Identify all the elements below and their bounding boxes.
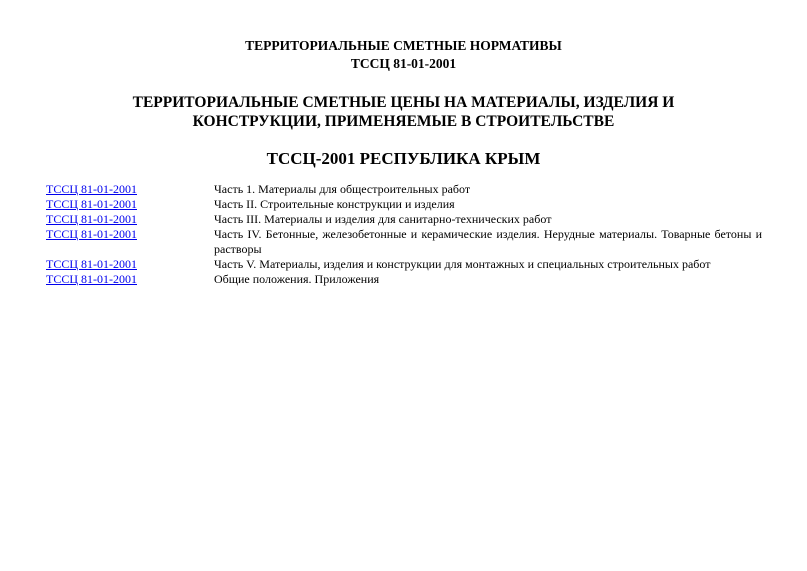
region-title: ТССЦ-2001 РЕСПУБЛИКА КРЫМ	[266, 149, 541, 168]
list-item	[46, 272, 762, 287]
list-item	[46, 257, 762, 272]
document-link[interactable]: ТССЦ 81-01-2001	[46, 257, 137, 271]
list-item	[46, 182, 762, 197]
document-title	[0, 93, 807, 131]
document-list	[46, 182, 762, 287]
document-link[interactable]: ТССЦ 81-01-2001	[46, 227, 137, 241]
document-description: Часть IV. Бетонные, железобетонные и керамические изделия. Нерудные материалы. Товарные бетоны и растворы	[214, 227, 762, 256]
document-link[interactable]: ТССЦ 81-01-2001	[46, 197, 137, 211]
document-link[interactable]: ТССЦ 81-01-2001	[46, 182, 137, 196]
document-description: Часть III. Материалы и изделия для санитарно-технических работ	[214, 212, 552, 226]
document-description: Часть II. Строительные конструкции и изделия	[214, 197, 455, 211]
list-item	[46, 212, 762, 227]
document-title-line-1: ТЕРРИТОРИАЛЬНЫЕ СМЕТНЫЕ ЦЕНЫ НА МАТЕРИАЛЫ, ИЗДЕЛИЯ И	[132, 94, 675, 111]
header-line-standards: ТЕРРИТОРИАЛЬНЫЕ СМЕТНЫЕ НОРМАТИВЫ	[245, 38, 562, 53]
document-link[interactable]: ТССЦ 81-01-2001	[46, 272, 137, 286]
document-description: Часть 1. Материалы для общестроительных работ	[214, 182, 471, 196]
list-item	[46, 197, 762, 212]
document-title-line-2: КОНСТРУКЦИИ, ПРИМЕНЯЕМЫЕ В СТРОИТЕЛЬСТВЕ	[192, 113, 615, 130]
header-line-code: ТССЦ 81-01-2001	[350, 56, 457, 71]
document-description: Часть V. Материалы, изделия и конструкции для монтажных и специальных строительных работ	[214, 257, 711, 271]
document-description: Общие положения. Приложения	[214, 272, 380, 286]
header-standards	[0, 37, 807, 73]
document-link[interactable]: ТССЦ 81-01-2001	[46, 212, 137, 226]
list-item	[46, 227, 762, 257]
